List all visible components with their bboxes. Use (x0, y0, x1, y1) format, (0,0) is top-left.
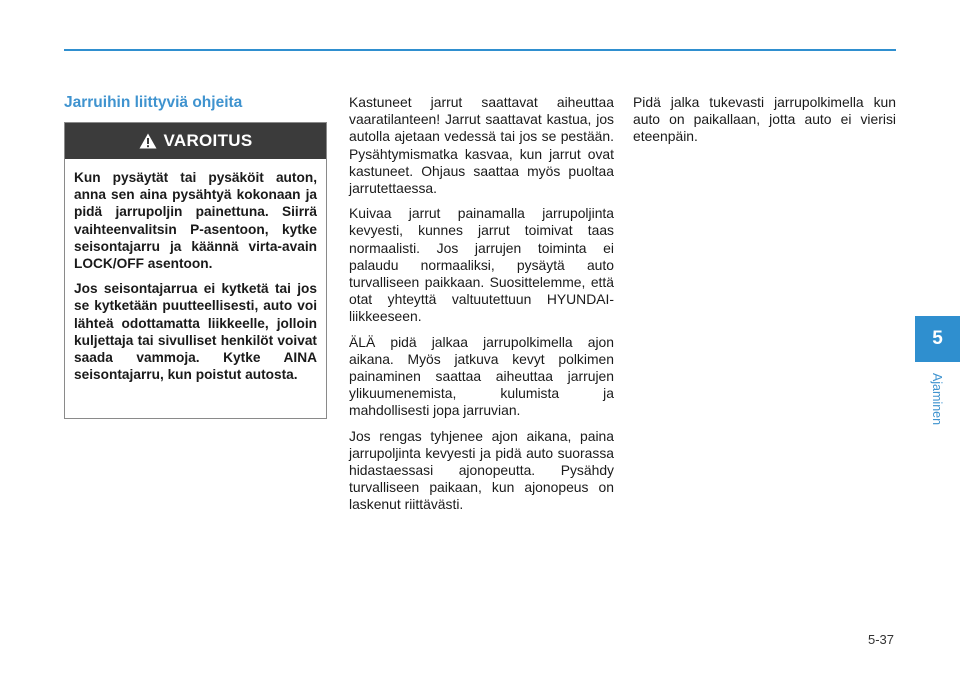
chapter-number: 5 (932, 328, 943, 349)
body-paragraph: ÄLÄ pidä jalkaa jarrupolkimella ajon aikana. Myös jatkuva kevyt polkimen painaminen saattaa aiheuttaa jarrujen ylikuumenemista, kulumista ja mahdollisesti jopa jarruvian. (349, 333, 614, 419)
body-paragraph: Kuivaa jarrut painamalla jarrupoljinta kevyesti, kunnes jarrut toimivat taas normaalisti. Jos jarrujen toiminta ei palaudu normaaliksi, pysäytä auto turvalliseen paikkaan. Suosittelemme, että otat yhteyttä valtuutettuun HYUNDAI-liikkeeseen. (349, 205, 614, 325)
warning-triangle-icon (139, 133, 157, 149)
warning-box (64, 122, 327, 419)
body-paragraph: Jos rengas tyhjenee ajon aikana, paina jarrupoljinta kevyesti ja pidä auto suorassa hidastaessasi ajonopeutta. Pysähdy turvalliseen paikaan, kun ajonopeus on laskenut riittävästi. (349, 427, 614, 513)
page-number: 5-37 (867, 632, 894, 647)
text-column-middle (349, 94, 614, 522)
warning-header (65, 123, 326, 159)
chapter-label-text: Ajaminen (930, 372, 944, 426)
chapter-label (929, 367, 945, 431)
warning-paragraph: Kun pysäytät tai pysäköit auton, anna sen aina pysähtyä kokonaan ja pidä jarrupoljin painettuna. Siirrä vaihteenvalitsin P-asentoon, kytke seisontajarru ja käännä virta-avain LOCK/OFF asentoon. (74, 170, 317, 272)
body-paragraph: Kastuneet jarrut saattavat aiheuttaa vaaratilanteen! Jarrut saattavat kastua, jos autolla ajetaan vedessä tai jos se pestään. Pysähtymismatka kasvaa, kun jarrut ovat kastuneet. Ohjaus saattaa myös puoltaa jarrutettaessa. (349, 94, 614, 197)
chapter-tab[interactable] (915, 316, 960, 362)
warning-title: VAROITUS (163, 131, 253, 150)
section-title: Jarruihin liittyviä ohjeita (64, 94, 243, 111)
text-column-right (633, 94, 896, 154)
top-rule (64, 49, 896, 51)
warning-paragraph: Jos seisontajarrua ei kytketä tai jos se kytketään puutteellisesti, auto voi lähteä odottamatta liikkeelle, jolloin kuljettaja tai sivulliset henkilöt voivat saada vammoja. Kytke AINA seisontajarru, kun poistut autosta. (74, 281, 317, 383)
warning-body (65, 159, 326, 383)
body-paragraph: Pidä jalka tukevasti jarrupolkimella kun auto on paikallaan, jotta auto ei vierisi eteenpäin. (633, 94, 896, 145)
